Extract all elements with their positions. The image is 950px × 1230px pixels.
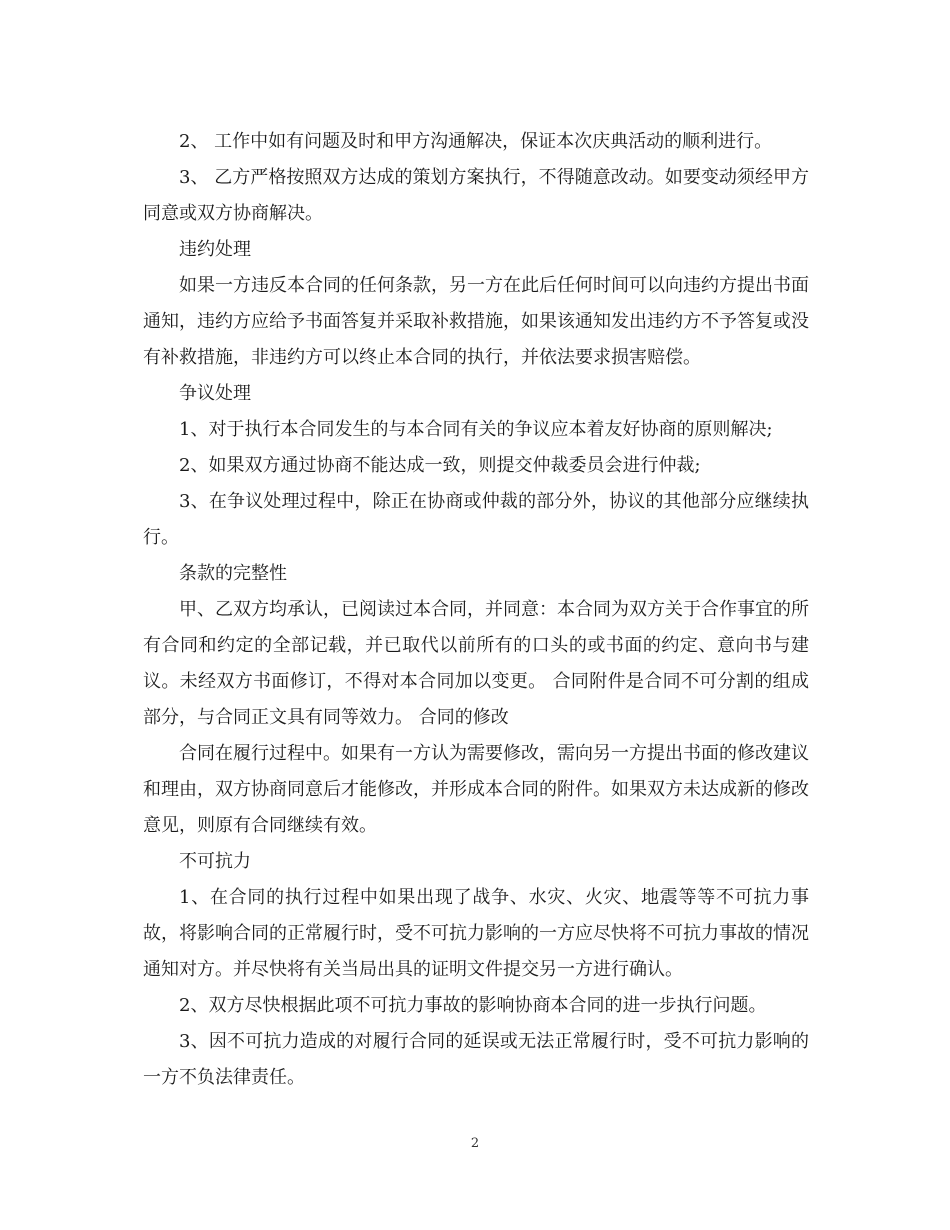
paragraph-force-majeure-item-1: 1、在合同的执行过程中如果出现了战争、水灾、火灾、地震等等不可抗力事故，将影响合同的正常履行时，受不可抗力影响的一方应尽快将不可抗力事故的情况通知对方。并尽快将有关当局出具的证明文件提交另一方进行确认。 [143,887,809,980]
paragraph-force-majeure-item-2: 2、双方尽快根据此项不可抗力事故的影响协商本合同的进一步执行问题。 [179,995,767,1016]
paragraph-dispute-item-2: 2、如果双方通过协商不能达成一致，则提交仲裁委员会进行仲裁; [179,455,701,476]
document-body [143,124,809,1096]
paragraph-dispute-item-1: 1、对于执行本合同发生的与本合同有关的争议应本着友好协商的原则解决; [179,419,773,440]
section-heading-integrity: 条款的完整性 [179,563,287,584]
paragraph-dispute-item-3: 3、在争议处理过程中，除正在协商或仲裁的部分外，协议的其他部分应继续执行。 [143,491,809,548]
paragraph-item-2-communication: 2、 工作中如有问题及时和甲方沟通解决，保证本次庆典活动的顺利进行。 [179,131,773,152]
paragraph-breach-body: 如果一方违反本合同的任何条款，另一方在此后任何时间可以向违约方提出书面通知，违约方应给予书面答复并采取补救措施，如果该通知发出违约方不予答复或没有补救措施，非违约方可以终止本合同的执行，并依法要求损害赔偿。 [143,275,809,368]
paragraph-force-majeure-item-3: 3、因不可抗力造成的对履行合同的延误或无法正常履行时，受不可抗力影响的一方不负法律责任。 [143,1031,809,1088]
page-number: 2 [470,1136,480,1151]
section-heading-breach: 违约处理 [179,239,251,260]
paragraph-amendment-body: 合同在履行过程中。如果有一方认为需要修改，需向另一方提出书面的修改建议和理由，双方协商同意后才能修改，并形成本合同的附件。如果双方未达成新的修改意见，则原有合同继续有效。 [143,743,809,836]
section-heading-force-majeure: 不可抗力 [179,851,251,872]
section-heading-dispute: 争议处理 [179,383,251,404]
paragraph-integrity-body: 甲、乙双方均承认，已阅读过本合同，并同意：本合同为双方关于合作事宜的所有合同和约定的全部记载，并已取代以前所有的口头的或书面的约定、意向书与建议。未经双方书面修订，不得对本合同加以变更。 合同附件是合同不可分割的组成部分，与合同正文具有同等效力。 合同的修改 [143,599,809,728]
paragraph-item-3-plan-execution: 3、 乙方严格按照双方达成的策划方案执行，不得随意改动。如要变动须经甲方同意或双方协商解决。 [143,167,809,224]
